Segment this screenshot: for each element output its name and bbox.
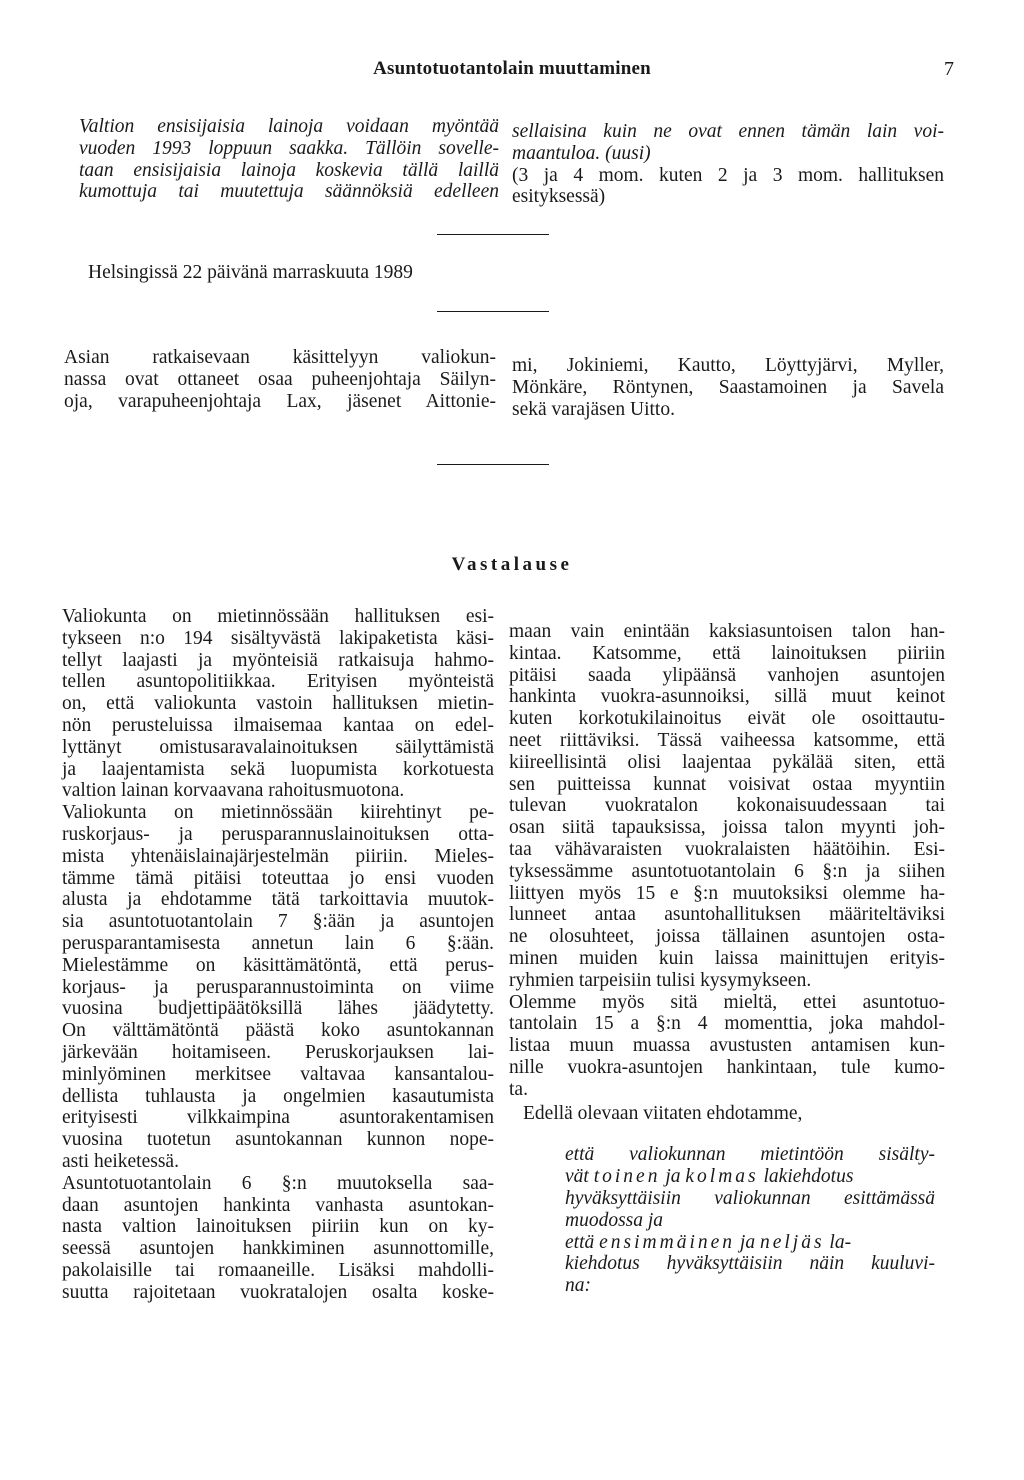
text-line: on, että valiokunta vastoin hallituksen mietin- — [62, 693, 494, 715]
text-line: taa vähävaraisten vuokralaisten häätöihin. Esi- — [509, 838, 945, 860]
text-line: oja, varapuheenjohtaja Lax, jäsenet Aittonie- — [64, 390, 496, 412]
text-line: lunneet antaa asuntohallituksen määriteltäviksi — [509, 904, 945, 926]
text-line: Mönkäre, Röntynen, Saastamoinen ja Savela — [512, 376, 944, 398]
text-line: sia asuntotuotantolain 7 §:ään ja asuntojen — [62, 911, 494, 933]
paragraph — [62, 1173, 494, 1304]
text-line: taan ensisijaisia lainoja koskevia tällä laillä — [79, 159, 499, 181]
text-line: pakolaisille tai romaaneille. Lisäksi mahdolli- — [62, 1259, 494, 1281]
text-line: tulevan vuokratalon kokonaisuudessaan tai — [509, 795, 945, 817]
top-left-column — [79, 116, 499, 203]
text-line: kiireellisintä olisi laajentaa pykälää siten, että — [509, 751, 945, 773]
text-line: dellista tuhlausta ja ongelmien kasautumista — [62, 1085, 494, 1107]
text-fragment: la- — [824, 1231, 852, 1253]
attendance-right — [512, 355, 944, 420]
section-divider — [437, 311, 549, 312]
text-line: tellen asuntopolitiikkaa. Erityisen myönteistä — [62, 671, 494, 693]
text-line: ryhmien tarpeisiin tulisi kysymykseen. — [509, 969, 812, 991]
text-line: alusta ja ehdotamme tätä tarkoittavia muutok- — [62, 889, 494, 911]
proposal-line: kiehdotus hyväksyttäisiin näin kuuluvi- — [565, 1253, 935, 1275]
text-line: tykseen n:o 194 sisältyvästä lakipaketista käsi- — [62, 627, 494, 649]
text-line: Valiokunta on mietinnössään hallituksen esi- — [62, 606, 494, 627]
text-fragment: vät — [565, 1166, 594, 1188]
text-line: ta. — [509, 1078, 528, 1100]
text-fragment: että — [565, 1231, 600, 1253]
proposal-line — [565, 1166, 935, 1188]
text-line: nassa ovat ottaneet osaa puheenjohtaja Säilyn- — [64, 368, 496, 390]
text-line: lyttänyt omistusaravalainoituksen säilyttämistä — [62, 736, 494, 758]
proposal-block — [509, 1144, 935, 1297]
text-line: maan vain enintään kaksiasuntoisen talon han- — [509, 621, 945, 642]
paragraph — [509, 621, 945, 992]
text-line: korjaus- ja perusparannustoiminta on viime — [62, 976, 494, 998]
text-line: nille vuokra-asuntojen hankintaan, tule kumo- — [509, 1056, 945, 1078]
proposal-line: hyväksyttäisiin valiokunnan esittämässä — [565, 1187, 935, 1209]
attendance-left — [64, 347, 496, 412]
text-line: perusparantamisesta annetun lain 6 §:ään. — [62, 932, 494, 954]
signature-place-date: Helsingissä 22 päivänä marraskuuta 1989 — [88, 262, 413, 283]
text-line: tyksessämme asuntotuotantolain 6 §:n ja siihen — [509, 860, 945, 882]
page-header-title: Asuntotuotantolain muuttaminen — [373, 58, 651, 79]
right-main-column — [509, 621, 945, 1297]
text-line: kumottuja tai muutettuja säännöksiä edelleen — [79, 181, 499, 203]
text-line: asti heiketessä. — [62, 1150, 179, 1172]
text-line: erityisesti vilkkaimpina asuntorakentamisen — [62, 1107, 494, 1129]
paragraph — [62, 802, 494, 1173]
emphasis-spaced: ensimmäinen — [599, 1231, 736, 1253]
text-line: Valiokunta on mietinnössään kiirehtinyt pe- — [62, 802, 494, 824]
paragraph — [62, 606, 494, 802]
page-number: 7 — [944, 58, 954, 80]
text-line: Asuntotuotantolain 6 §:n muutoksella saa- — [62, 1172, 494, 1194]
text-line: tämme tämä pitäisi toteuttaa jo ensi vuoden — [62, 867, 494, 889]
text-line: nön perusteluissa ilmaisemaa kantaa on edel- — [62, 714, 494, 736]
text-line: Olemme myös sitä mieltä, ettei asuntotuo- — [509, 991, 945, 1013]
text-line: sellaisina kuin ne ovat ennen tämän lain voi- — [512, 121, 944, 142]
top-right-column — [512, 121, 944, 208]
paragraph — [509, 1103, 945, 1125]
text-line: esityksessä) — [512, 186, 606, 208]
text-line: sekä varajäsen Uitto. — [512, 398, 675, 420]
text-line: Mielestämme on käsittämätöntä, että perus- — [62, 954, 494, 976]
text-line: tellyt laajasti ja myönteisiä ratkaisuja hahmo- — [62, 649, 494, 671]
text-line: tantolain 15 a §:n 4 momenttia, joka mahdol- — [509, 1013, 945, 1035]
text-line: suutta rajoitetaan vuokratalojen osalta koske- — [62, 1281, 494, 1303]
text-line: minen muiden kuin laissa mainittujen erityis- — [509, 947, 945, 969]
text-line: daan asuntojen hankinta vanhasta asuntokan- — [62, 1194, 494, 1216]
text-line: Valtion ensisijaisia lainoja voidaan myöntää — [79, 116, 499, 137]
text-line: hankinta vuokra-asunnoiksi, sillä muut keinot — [509, 686, 945, 708]
text-line: mi, Jokiniemi, Kautto, Löyttyjärvi, Myller, — [512, 355, 944, 376]
text-line: (3 ja 4 mom. kuten 2 ja 3 mom. hallituksen — [512, 164, 944, 186]
text-line: osan siitä tapauksissa, joissa talon myynti joh- — [509, 817, 945, 839]
emphasis-spaced: kolmas — [685, 1166, 759, 1188]
text-line: ja laajentamista sekä luopumista korkotuesta — [62, 758, 494, 780]
text-line: listaa muun muassa avustusten antamisen kun- — [509, 1035, 945, 1057]
text-line: järkevään hoitamiseen. Peruskorjauksen lai- — [62, 1041, 494, 1063]
text-line: mista yhtenäislainajärjestelmän piiriin. Mieles- — [62, 845, 494, 867]
text-line: Asian ratkaisevaan käsittelyyn valiokun- — [64, 347, 496, 368]
text-line: vuosina tuotetun asuntokannan kunnon nope- — [62, 1129, 494, 1151]
text-fragment: ja — [660, 1166, 686, 1188]
emphasis-spaced: neljäs — [759, 1231, 825, 1253]
text-line: ruskorjaus- ja perusparannuslainoituksen otta- — [62, 823, 494, 845]
text-line: seessä asuntojen hankkiminen asunnottomille, — [62, 1238, 494, 1260]
text-line: kintaa. Katsomme, että lainoituksen piiriin — [509, 642, 945, 664]
text-line: On välttämätöntä päästä koko asuntokannan — [62, 1020, 494, 1042]
text-fragment: ja — [735, 1231, 760, 1253]
text-line: pitäisi saada ylipäänsä vanhojen asuntojen — [509, 664, 945, 686]
proposal-line — [565, 1232, 935, 1254]
section-divider — [437, 464, 549, 465]
proposal-line: muodossa ja — [565, 1209, 664, 1231]
left-main-column — [62, 606, 494, 1304]
text-line: nasta valtion lainoituksen piiriin kun on ky- — [62, 1216, 494, 1238]
emphasis-spaced: toinen — [593, 1166, 661, 1188]
section-heading: Vastalause — [451, 554, 573, 575]
text-fragment: lakiehdotus — [758, 1166, 854, 1188]
text-line: kuten korkotukilainoitus eivät ole osoittautu- — [509, 708, 945, 730]
section-divider — [437, 234, 549, 235]
paragraph — [509, 992, 945, 1101]
text-line: vuosina budjettipäätöksillä lähes jäädytetty. — [62, 998, 494, 1020]
text-line: valtion lainan korvaavana rahoitusmuotona. — [62, 780, 405, 802]
text-line: vuoden 1993 loppuun saakka. Tällöin sovelle- — [79, 137, 499, 159]
text-line: maantuloa. (uusi) — [512, 142, 651, 164]
text-line: sen puitteissa kunnat voisivat ostaa myyntiin — [509, 773, 945, 795]
text-line: neet riittäviksi. Tässä vaiheessa katsomme, että — [509, 729, 945, 751]
text-line: liittyen myös 15 e §:n muutoksiksi olemme ha- — [509, 882, 945, 904]
text-line: Edellä olevaan viitaten ehdotamme, — [523, 1102, 803, 1124]
proposal-line: että valiokunnan mietintöön sisälty- — [565, 1144, 935, 1166]
text-line: ne olosuhteet, joissa tällainen asuntojen osta- — [509, 926, 945, 948]
text-line: minlyöminen merkitsee valtavaa kansantalou- — [62, 1063, 494, 1085]
proposal-line: na: — [565, 1275, 591, 1297]
